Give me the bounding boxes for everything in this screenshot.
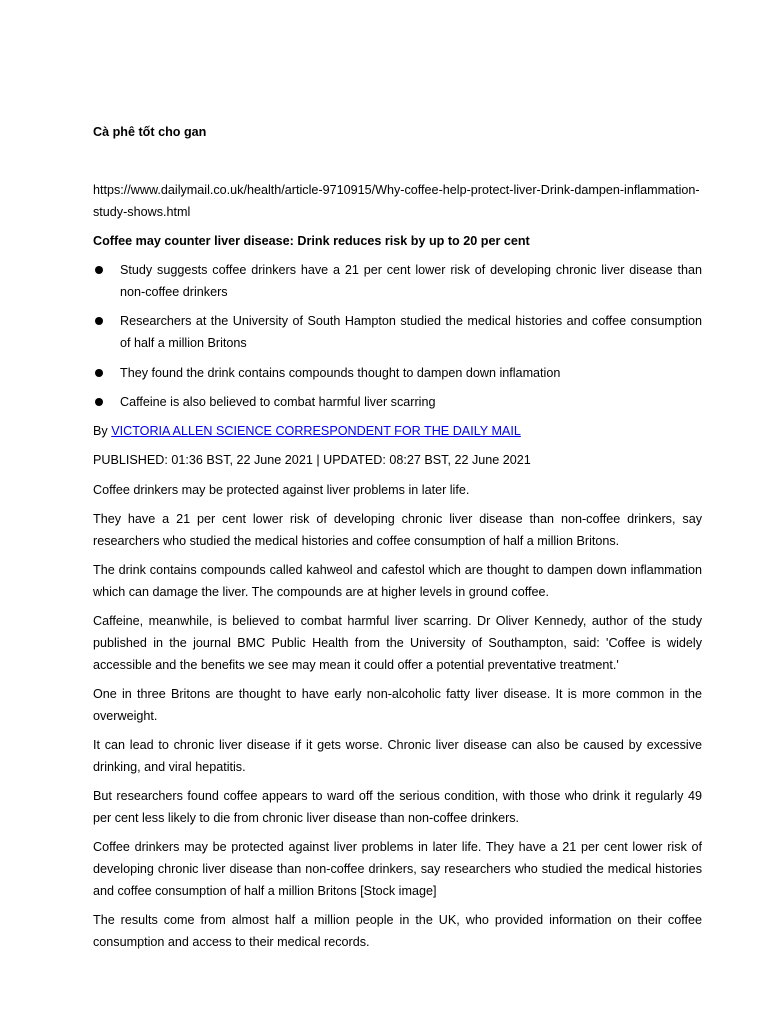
body-paragraph: The results come from almost half a million people in the UK, who provided information on their coffee consumption and access to their medical records.	[93, 913, 702, 950]
body-paragraph: The drink contains compounds called kahweol and cafestol which are thought to dampen down inflammation which can damage the liver. The compounds are at higher levels in ground coffee.	[93, 563, 702, 599]
article-headline: Coffee may counter liver disease: Drink reduces risk by up to 20 per cent	[93, 234, 530, 249]
bullet-text: Caffeine is also believed to combat harmful liver scarring	[120, 394, 436, 409]
document-body	[93, 180, 702, 961]
summary-bullet-list	[93, 260, 702, 413]
bullet-text: Researchers at the University of South Hampton studied the medical histories and coffee consumption of half a million Britons	[120, 314, 702, 351]
bullet-item	[93, 392, 702, 414]
body-paragraph: One in three Britons are thought to have early non-alcoholic fatty liver disease. It is more common in the overweight.	[93, 687, 702, 723]
bullet-dot-icon	[95, 398, 103, 406]
body-paragraph: It can lead to chronic liver disease if it gets worse. Chronic liver disease can also be caused by excessive drinking, and viral hepatitis.	[93, 738, 702, 775]
byline	[93, 421, 702, 443]
source-url: https://www.dailymail.co.uk/health/article-9710915/Why-coffee-help-protect-liver-Drink-dampen-inflammation-study-shows.html	[93, 183, 700, 219]
body-paragraph: They have a 21 per cent lower risk of developing chronic liver disease than non-coffee drinkers, say researchers who studied the medical histories and coffee consumption of half a million Britons.	[93, 512, 702, 548]
bullet-item	[93, 311, 702, 355]
published-date: PUBLISHED: 01:36 BST, 22 June 2021 | UPDATED: 08:27 BST, 22 June 2021	[93, 453, 531, 468]
body-paragraph: Coffee drinkers may be protected against liver problems in later life. They have a 21 per cent lower risk of developing chronic liver disease than non-coffee drinkers, say researchers who studied the medical histories and coffee consumption of half a million Britons [Stock image]	[93, 840, 702, 899]
bullet-text: They found the drink contains compounds thought to dampen down inflamation	[120, 365, 561, 380]
bullet-dot-icon	[95, 369, 103, 377]
bullet-text: Study suggests coffee drinkers have a 21 per cent lower risk of developing chronic liver disease than non-coffee drinkers	[120, 263, 702, 300]
bullet-item	[93, 260, 702, 304]
author-link[interactable]: VICTORIA ALLEN SCIENCE CORRESPONDENT FOR THE DAILY MAIL	[111, 424, 521, 439]
body-paragraph: Coffee drinkers may be protected against liver problems in later life.	[93, 482, 470, 497]
byline-prefix: By	[93, 424, 112, 439]
bullet-item	[93, 363, 702, 385]
bullet-dot-icon	[95, 266, 103, 274]
body-paragraph: But researchers found coffee appears to ward off the serious condition, with those who drink it regularly 49 per cent less likely to die from chronic liver disease than non-coffee drinkers.	[93, 789, 702, 826]
bullet-dot-icon	[95, 317, 103, 325]
body-paragraph: Caffeine, meanwhile, is believed to combat harmful liver scarring. Dr Oliver Kennedy, author of the study published in the journal BMC Public Health from the University of Southampton, said: 'Coffee is widely accessible and the benefits we see may mean it could offer a potential preventative treatment.'	[93, 614, 702, 672]
document-title: Cà phê tốt cho gan	[93, 125, 207, 139]
